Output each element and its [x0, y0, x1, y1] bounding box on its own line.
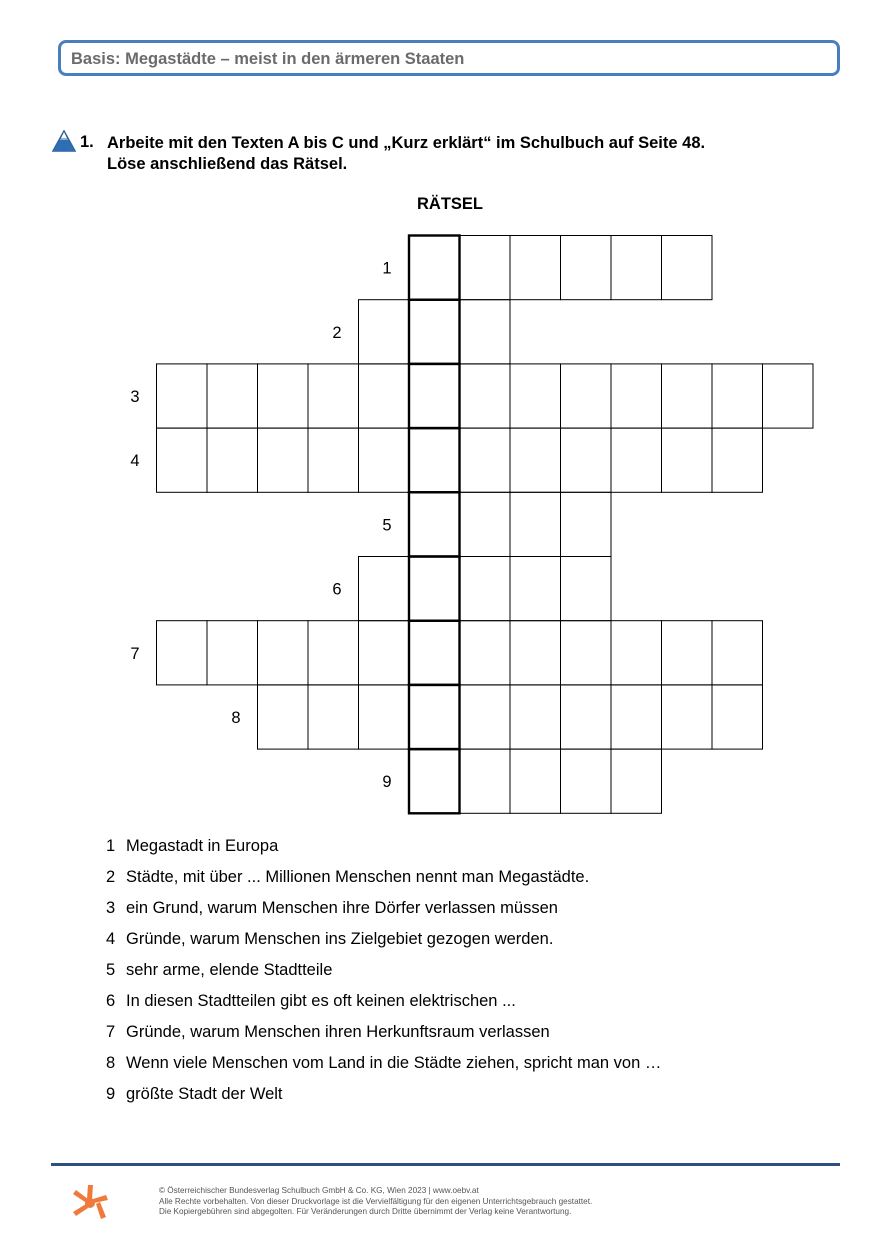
clue-item [106, 897, 661, 928]
row-number-label: 2 [332, 323, 342, 342]
row-number-label: 8 [231, 709, 241, 727]
crossword-cell[interactable] [561, 685, 612, 749]
copyright-line-1: © Österreichischer Bundesverlag Schulbuch GmbH & Co. KG, Wien 2023 | www.oebv.at [159, 1186, 479, 1195]
clue-number: 5 [106, 961, 116, 979]
crossword-cell[interactable] [460, 621, 511, 685]
crossword-cell[interactable] [561, 492, 612, 556]
crossword-cell[interactable] [359, 557, 410, 621]
clue-item [106, 959, 661, 990]
crossword-cell[interactable] [157, 428, 208, 492]
solution-cell[interactable] [409, 364, 460, 428]
clue-text: Wenn viele Menschen vom Land in die Städte ziehen, spricht man von … [126, 1054, 662, 1072]
crossword-cell[interactable] [308, 685, 359, 749]
crossword-cell[interactable] [662, 621, 713, 685]
copyright-line-3: Die Kopiergebühren sind abgegolten. Für Veränderungen durch Dritte übernimmt der Verlag keine Verantwortung. [159, 1207, 572, 1216]
row-number-label: 3 [130, 388, 140, 406]
clue-text: Gründe, warum Menschen ihren Herkunftsraum verlassen [126, 1023, 550, 1041]
crossword-cell[interactable] [308, 621, 359, 685]
crossword-cell[interactable] [561, 236, 612, 300]
copyright-notice [159, 1186, 592, 1218]
crossword-cell[interactable] [258, 685, 309, 749]
crossword-cell[interactable] [258, 428, 309, 492]
solution-cell[interactable] [409, 236, 460, 300]
crossword-cell[interactable] [561, 428, 612, 492]
section-title: Basis: Megastädte – meist in den ärmeren Staaten [71, 50, 465, 68]
row-number-label: 4 [130, 452, 140, 471]
crossword-cell[interactable] [712, 428, 763, 492]
crossword-cell[interactable] [712, 685, 763, 749]
clue-item [106, 866, 661, 897]
copyright-line-2: Alle Rechte vorbehalten. Von dieser Druckvorlage ist die Vervielfältigung für den eigenen Unterrichtsgebrauch gestattet. [159, 1196, 593, 1206]
task-line-1: Arbeite mit den Texten A bis C und „Kurz erklärt“ im Schulbuch auf Seite 48. [107, 134, 706, 152]
solution-cell[interactable] [409, 685, 460, 749]
crossword-cell[interactable] [460, 685, 511, 749]
crossword-cell[interactable] [763, 364, 814, 428]
row-number-label: 1 [382, 259, 392, 278]
crossword-cell[interactable] [157, 364, 208, 428]
crossword-cell[interactable] [510, 621, 561, 685]
clue-number: 1 [106, 837, 116, 855]
riddle-title: RÄTSEL [417, 195, 483, 213]
clue-text: sehr arme, elende Stadtteile [126, 961, 333, 979]
clue-text: Städte, mit über ... Millionen Menschen nennt man Megastädte. [126, 868, 590, 886]
crossword-cell[interactable] [561, 557, 612, 621]
crossword-cell[interactable] [561, 749, 612, 813]
crossword-cell[interactable] [662, 364, 713, 428]
crossword-cell[interactable] [258, 621, 309, 685]
clue-text: In diesen Stadtteilen gibt es oft keinen elektrischen ... [126, 992, 516, 1010]
crossword-cell[interactable] [510, 685, 561, 749]
crossword-cell[interactable] [712, 621, 763, 685]
solution-cell[interactable] [409, 428, 460, 492]
crossword-cell[interactable] [207, 621, 258, 685]
clue-number: 2 [106, 868, 116, 886]
crossword-cell[interactable] [561, 621, 612, 685]
clue-number: 9 [106, 1085, 116, 1103]
crossword-cell[interactable] [510, 236, 561, 300]
footer-divider [51, 1163, 840, 1166]
crossword-cell[interactable] [510, 428, 561, 492]
solution-cell[interactable] [409, 749, 460, 813]
clue-item [106, 928, 661, 959]
crossword-cell[interactable] [611, 364, 662, 428]
crossword-cell[interactable] [510, 749, 561, 813]
clue-text: ein Grund, warum Menschen ihre Dörfer verlassen müssen [126, 899, 558, 917]
solution-cell[interactable] [409, 300, 460, 364]
crossword-cell[interactable] [510, 364, 561, 428]
crossword-cell[interactable] [460, 492, 511, 556]
crossword-cell[interactable] [712, 364, 763, 428]
clue-list [106, 835, 661, 1114]
solution-cell[interactable] [409, 557, 460, 621]
clue-number: 6 [106, 992, 116, 1010]
clue-number: 4 [106, 930, 116, 948]
crossword-cell[interactable] [359, 364, 410, 428]
row-number-label: 6 [332, 580, 342, 599]
crossword-cell[interactable] [611, 236, 662, 300]
crossword-cell[interactable] [308, 364, 359, 428]
clue-item [106, 835, 661, 866]
crossword-cell[interactable] [662, 685, 713, 749]
oebv-asterisk-logo [70, 1183, 110, 1223]
crossword-cell[interactable] [359, 621, 410, 685]
clue-text: größte Stadt der Welt [126, 1085, 283, 1103]
solution-cell[interactable] [409, 621, 460, 685]
crossword-cell[interactable] [460, 300, 511, 364]
clue-number: 8 [106, 1054, 116, 1072]
row-number-label: 5 [382, 516, 392, 535]
crossword-cell[interactable] [611, 685, 662, 749]
clue-text: Gründe, warum Menschen ins Zielgebiet gezogen werden. [126, 930, 554, 948]
row-number-label: 7 [130, 644, 140, 663]
row-number-label: 9 [382, 773, 392, 792]
crossword-cell[interactable] [258, 364, 309, 428]
crossword-cell[interactable] [207, 364, 258, 428]
crossword-cell[interactable] [157, 621, 208, 685]
crossword-cell[interactable] [611, 428, 662, 492]
crossword-cell[interactable] [662, 236, 713, 300]
crossword-cell[interactable] [460, 749, 511, 813]
crossword-cell[interactable] [510, 492, 561, 556]
crossword-cell[interactable] [460, 236, 511, 300]
crossword-cell[interactable] [510, 557, 561, 621]
crossword-cell[interactable] [662, 428, 713, 492]
clue-item [106, 1052, 661, 1083]
crossword-cell[interactable] [611, 749, 662, 813]
crossword-cell[interactable] [460, 557, 511, 621]
crossword-cell[interactable] [207, 428, 258, 492]
crossword-cell[interactable] [308, 428, 359, 492]
crossword-cell[interactable] [359, 685, 410, 749]
clue-item [106, 1021, 661, 1052]
crossword-cell[interactable] [460, 428, 511, 492]
clue-text: Megastadt in Europa [126, 837, 279, 855]
crossword-cell[interactable] [460, 364, 511, 428]
clue-item [106, 990, 661, 1021]
crossword-cell[interactable] [359, 300, 410, 364]
solution-cell[interactable] [409, 492, 460, 556]
crossword-cell[interactable] [611, 621, 662, 685]
clue-number: 7 [106, 1023, 116, 1041]
task-line-2: Löse anschließend das Rätsel. [107, 155, 348, 173]
crossword-cell[interactable] [561, 364, 612, 428]
clue-number: 3 [106, 899, 116, 917]
task-number: 1. [80, 133, 94, 151]
crossword-cell[interactable] [359, 428, 410, 492]
clue-item [106, 1083, 661, 1114]
